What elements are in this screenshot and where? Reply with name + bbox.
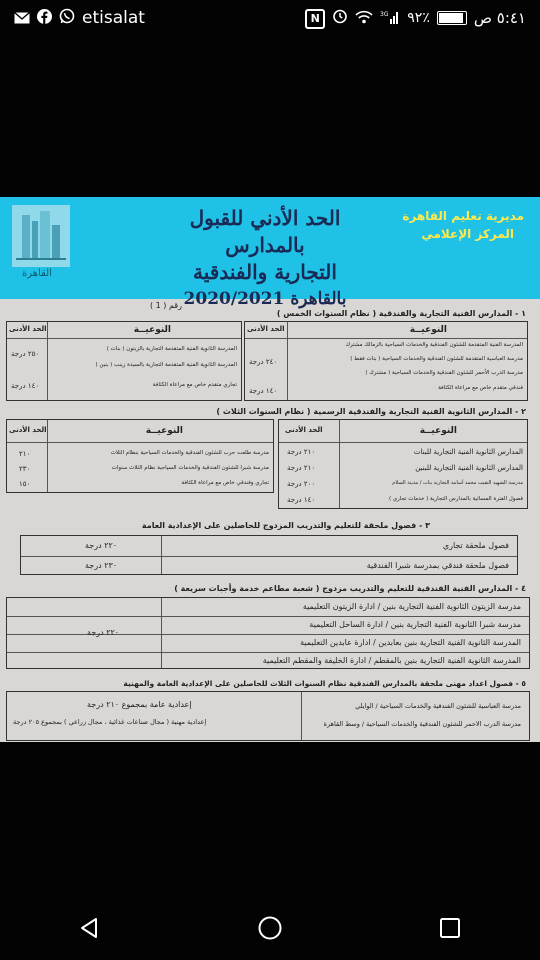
s2-right-row-type: فصول الفترة المسائية بالمدارس التجارية ( خدمات تجاري ) <box>388 496 523 502</box>
s4-row-school: مدرسة شبرا الثانوية الفنية التجارية بنين / ادارة الساحل التعليمية <box>309 620 521 629</box>
s1-left-row-min: ١٤٠ درجة <box>11 382 40 390</box>
signal-icon <box>380 9 400 28</box>
section-4-table <box>6 597 530 669</box>
battery-icon <box>437 11 467 25</box>
s3-row-type: فصول ملحقة تجاري <box>442 541 509 550</box>
s2-left-row-min: ١٥٠ <box>19 480 31 488</box>
section-1-left-table <box>6 321 242 401</box>
s1-right-row-min: ٢٤٠ درجة <box>249 358 278 366</box>
carrier-name: etisalat <box>82 8 145 28</box>
media-center-label: المركز الإعلامي <box>421 227 514 241</box>
document-image[interactable] <box>0 197 540 742</box>
s4-row-school: المدرسة الثانوية الفنية التجارية بنين بعابدين / ادارة عابدين التعليمية <box>300 638 521 647</box>
section-4-title: ٤ - المدارس الفنية الفندقية للتعليم والتدريب مزدوج ( شعبة مطاعم خدمة وأجبات سريعة ) <box>174 584 526 593</box>
s2-left-col-type: النوعيــة <box>145 426 183 436</box>
s2-right-row-min: ٢١٠ درجة <box>287 448 316 456</box>
section-5-table <box>6 691 530 741</box>
s1-left-row-min: ٢٥٠ درجة <box>11 350 40 358</box>
home-icon[interactable] <box>257 915 283 945</box>
mail-icon <box>14 9 30 28</box>
s5-left-row: إعدادية عامة بمجموع ٢١٠ درجة <box>87 700 192 709</box>
section-1-title: ١ - المدارس الفنية التجارية والفندقية ( نظام السنوات الخمس ) <box>276 309 526 318</box>
number-label: رقم ( 1 ) <box>150 301 182 310</box>
facebook-icon <box>37 9 52 28</box>
cairo-logo <box>12 205 70 283</box>
s5-right-row: مدرسة الدرب الاحمر للشئون الفندقية والخدمات السياحية / وسط القاهرة <box>323 720 521 728</box>
logo-text: القاهرة <box>22 268 52 279</box>
s2-right-row-min: ٢١٠ درجة <box>287 464 316 472</box>
title-line-2: التجارية والفندقية <box>193 260 337 284</box>
s1-left-row-type: تجاري متقدم خاص مع مراعاة الكثافة <box>152 382 237 388</box>
s2-left-row-min: ٢٣٠ <box>19 465 31 473</box>
nfc-icon: N <box>305 7 325 29</box>
s2-right-row-min: ١٤٠ درجة <box>287 496 316 504</box>
s1-right-col-type: النوعيــة <box>409 325 447 335</box>
s2-left-row-min: ٢١٠ <box>19 450 31 458</box>
section-2-left-table <box>6 419 274 493</box>
s4-row-school: مدرسة الزيتون الثانوية الفنية التجارية بنين / ادارة الزيتون التعليمية <box>302 602 521 611</box>
s1-right-row-type: فندقي متقدم خاص مع مراعاة الكثافة <box>438 385 523 391</box>
document-page <box>0 299 540 742</box>
status-left <box>14 8 145 28</box>
s2-right-row-type: المدارس الثانوية الفنية التجارية للبنات <box>413 448 523 456</box>
s3-row-type: فصول ملحقة فندقي بمدرسة شبرا الفندقية <box>366 561 509 570</box>
s2-left-col-min: الحد الأدنى <box>9 426 47 434</box>
status-right <box>305 7 526 29</box>
wifi-icon <box>355 9 373 28</box>
s1-left-row-type: المدرسة الثانوية الفنية المتقدمة التجارية بالسيدة زينب ( بنين ) <box>95 362 237 368</box>
svg-text:3G: 3G <box>380 10 389 18</box>
title-line-1: الحد الأدني للقبول بالمدارس <box>189 206 341 257</box>
battery-percent: ٩٢٪ <box>407 10 430 26</box>
s3-row-min: ٢٣٠ درجة <box>85 561 118 570</box>
section-2-title: ٢ - المدارس الثانوية الفنية التجارية والفندقية الرسمية ( نظام السنوات الثلاث ) <box>216 407 526 416</box>
s1-right-row-min: ١٤٠ درجة <box>249 387 278 395</box>
back-icon[interactable] <box>78 916 102 944</box>
s1-left-col-min: الحد الأدنى <box>9 325 47 333</box>
s1-right-col-min: الحد الأدنى <box>247 325 285 333</box>
document-title <box>150 205 380 313</box>
s4-min: ٢٢٠ درجة <box>87 628 120 637</box>
section-5-title: ٥ - فصول اعداد مهنى ملحقة بالمدارس الفندقية نظام السنوات الثلاث للحاصلين على الإعدادية العامة والمهنية <box>123 679 526 688</box>
s1-right-row-type: مدرسة الدرب الأحمر للشئون الفندقية والخدمات السياحية ( مشترك ) <box>365 370 523 376</box>
s4-row-school: المدرسة الثانوية الفنية التجارية بنين بالمقطم / ادارة الخليفة والمقطم التعليمية <box>262 656 521 665</box>
section-2-right-table <box>278 419 528 509</box>
status-bar <box>0 0 540 36</box>
s5-left-row: إعدادية مهنية ( مجال صناعات غذائية ، مجال زراعي ) بمجموع ٢٠٥ درجة <box>13 718 207 726</box>
directorate-name: مديرية تعليم القاهرة <box>402 209 524 223</box>
title-line-3: 2020/2021 بالقاهرة <box>183 289 347 309</box>
s2-left-row-type: مدرسة شبرا للشئون الفندقية والخدمات السياحية نظام الثلاث سنوات <box>111 465 269 471</box>
s2-right-col-min: الحد الأدنى <box>285 426 323 434</box>
section-3-table <box>20 535 518 575</box>
navigation-bar <box>0 900 540 960</box>
whatsapp-icon <box>59 8 75 28</box>
section-3-title: ٣ - فصول ملحقة للتعليم والتدريب المزدوج للحاصلين على الإعدادية العامة <box>141 521 430 530</box>
s3-row-min: ٢٢٠ درجة <box>85 541 118 550</box>
s2-left-row-type: مدرسة طلعت حرب للشئون الفندقية والخدمات السياحية بنظام الثلاث <box>110 450 269 456</box>
section-1-right-table <box>244 321 528 401</box>
s2-right-row-type: مدرسة الشهيد النقيب محمد أسامة التجارية بنات / مدينة السلام <box>392 480 523 486</box>
s5-right-row: مدرسة العباسية للشئون الفندقية والخدمات السياحية / الوايلي <box>355 702 521 710</box>
s1-right-row-type: مدرسة العباسية المتقدمة للشئون الفندقية والخدمات السياحية ( بنات فقط ) <box>350 356 523 362</box>
alarm-clock-icon <box>332 8 348 28</box>
s2-right-row-min: ٢٠٠ درجة <box>287 480 316 488</box>
s1-right-row-type: المدرسة الفنية المتقدمة للشئون الفندقية والخدمات السياحية بالزمالك مشترك <box>345 342 523 348</box>
recents-icon[interactable] <box>438 916 462 944</box>
s1-left-row-type: المدرسة الثانوية الفنية المتقدمة التجارية بالزيتون ( بنات ) <box>106 346 237 352</box>
s2-right-col-type: النوعيــة <box>419 426 457 436</box>
s2-left-row-type: تجاري وفندقي خاص مع مراعاة الكثافة <box>181 480 269 486</box>
clock: ٥:٤١ ص <box>473 9 526 27</box>
s2-right-row-type: المدارس الثانوية الفنية التجارية للبنين <box>415 464 523 472</box>
s1-left-col-type: النوعيــة <box>133 325 171 335</box>
